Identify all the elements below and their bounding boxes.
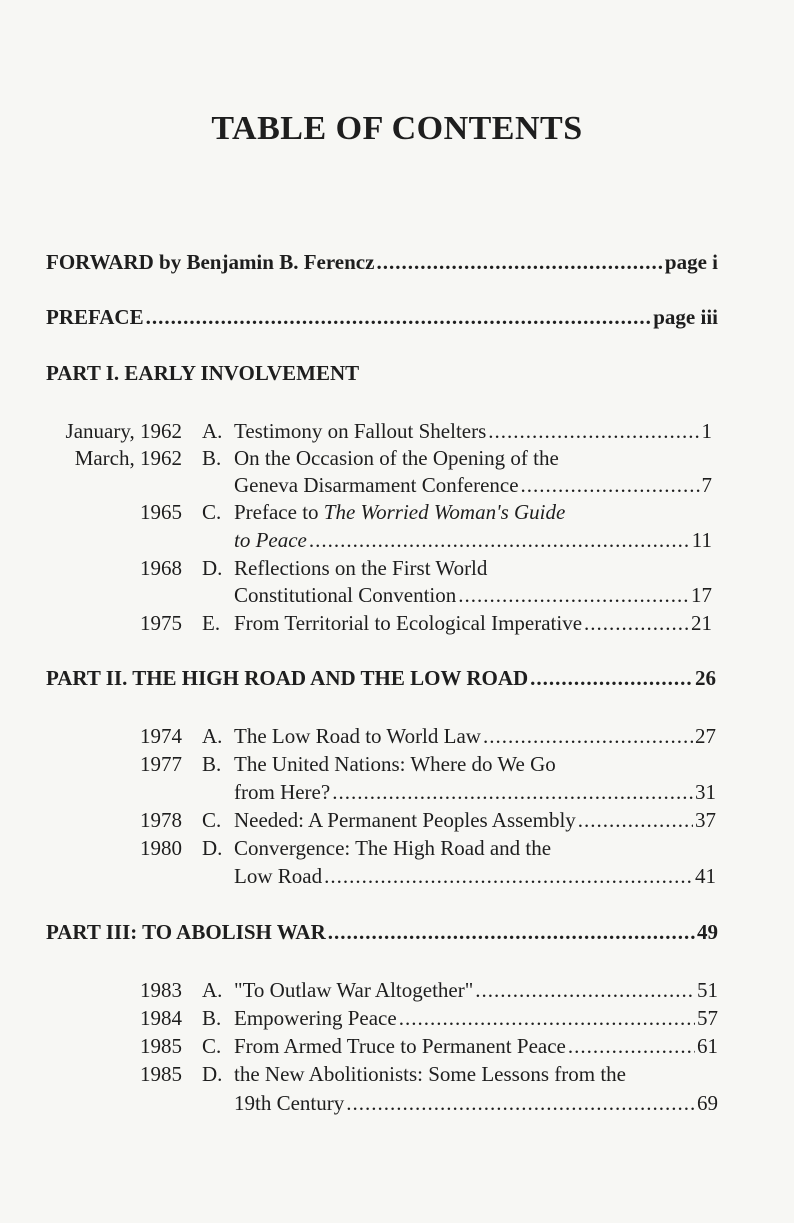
entry-title: Convergence: The High Road and the <box>234 836 552 860</box>
entry-title-cont: 19th Century <box>234 1091 345 1115</box>
toc-entry <box>234 724 716 749</box>
toc-entry <box>234 808 716 833</box>
part-heading: PART I. EARLY INVOLVEMENT <box>46 361 360 385</box>
entry-date: 1977 <box>140 752 182 776</box>
entry-title-cont: from Here? <box>234 780 331 804</box>
toc-entry <box>234 978 718 1003</box>
part-heading <box>46 920 718 945</box>
entry-letter: A. <box>202 724 223 748</box>
entry-title: "To Outlaw War Altogether" <box>234 978 474 1002</box>
page-number: 31 <box>695 780 716 804</box>
leader-dots <box>488 419 699 444</box>
entry-letter: A. <box>202 419 223 443</box>
toc-entry-forward <box>46 250 718 275</box>
entry-date: 1983 <box>140 978 182 1002</box>
part-heading <box>46 666 716 691</box>
entry-date: 1980 <box>140 836 182 860</box>
entry-title: From Armed Truce to Permanent Peace <box>234 1034 566 1058</box>
entry-letter: C. <box>202 1034 222 1058</box>
part-title: PART II. THE HIGH ROAD AND THE LOW ROAD <box>46 666 529 690</box>
page-number: 7 <box>701 473 712 497</box>
entry-letter: D. <box>202 556 223 580</box>
leader-dots <box>568 1034 695 1059</box>
page-number: 27 <box>695 724 716 748</box>
toc-entry <box>234 583 712 608</box>
entry-title: Reflections on the First World <box>234 556 488 580</box>
entry-title: On the Occasion of the Opening of the <box>234 446 559 470</box>
entry-title-cont: Geneva Disarmament Conference <box>234 473 519 497</box>
part-title: PART III: TO ABOLISH WAR <box>46 920 326 944</box>
entry-title-cont: to Peace <box>234 528 307 552</box>
toc-entry <box>234 528 712 553</box>
toc-entry-preface <box>46 305 718 330</box>
leader-dots <box>309 528 690 553</box>
entry-title: Empowering Peace <box>234 1006 397 1030</box>
entry-title: Testimony on Fallout Shelters <box>234 419 487 443</box>
toc-entry <box>234 864 716 889</box>
entry-date: 1985 <box>140 1062 182 1086</box>
page-number: 57 <box>697 1006 718 1030</box>
toc-entry <box>234 1006 718 1031</box>
page-number: 51 <box>697 978 718 1002</box>
entry-title-prefix: Preface to <box>234 500 324 524</box>
entry-title: The United Nations: Where do We Go <box>234 752 556 776</box>
entry-date: 1985 <box>140 1034 182 1058</box>
page-number: 37 <box>695 808 716 832</box>
page-number: 17 <box>691 583 712 607</box>
page-number: 21 <box>691 611 712 635</box>
leader-dots <box>530 666 693 691</box>
entry-date: 1965 <box>140 500 182 524</box>
page-number: 11 <box>691 528 712 552</box>
entry-title: Needed: A Permanent Peoples Assembly <box>234 808 576 832</box>
page-number: page iii <box>653 305 718 329</box>
entry-letter: D. <box>202 1062 223 1086</box>
entry-letter: E. <box>202 611 221 635</box>
entry-date: 1974 <box>140 724 182 748</box>
page-number: 41 <box>695 864 716 888</box>
entry-date: 1978 <box>140 808 182 832</box>
page-number: 61 <box>697 1034 718 1058</box>
page-number: 26 <box>695 666 716 690</box>
leader-dots <box>521 473 700 498</box>
entry-date: 1975 <box>140 611 182 635</box>
entry-letter: B. <box>202 446 222 470</box>
entry-title: From Territorial to Ecological Imperative <box>234 611 583 635</box>
leader-dots <box>328 920 695 945</box>
entry-title: PREFACE <box>46 305 144 329</box>
entry-letter: C. <box>202 808 222 832</box>
entry-letter: B. <box>202 1006 222 1030</box>
entry-letter: B. <box>202 752 222 776</box>
leader-dots <box>475 978 695 1003</box>
page-number: 69 <box>697 1091 718 1115</box>
entry-letter: C. <box>202 500 222 524</box>
entry-date: March, 1962 <box>74 446 182 470</box>
entry-date: January, 1962 <box>65 419 182 443</box>
toc-entry <box>234 473 712 498</box>
toc-entry <box>234 419 712 444</box>
page-title: TABLE OF CONTENTS <box>211 110 583 147</box>
entry-title-cont: Low Road <box>234 864 323 888</box>
toc-entry <box>234 1091 718 1116</box>
page-number: 1 <box>701 419 712 443</box>
entry-letter: D. <box>202 836 223 860</box>
leader-dots <box>346 1091 695 1116</box>
entry-title: FORWARD by Benjamin B. Ferencz <box>46 250 375 274</box>
page-number: page i <box>664 250 718 274</box>
leader-dots <box>458 583 689 608</box>
toc-entry <box>234 780 716 805</box>
leader-dots <box>578 808 693 833</box>
entry-title-cont: Constitutional Convention <box>234 583 457 607</box>
entry-date: 1984 <box>140 1006 182 1030</box>
entry-letter: A. <box>202 978 223 1002</box>
entry-date: 1968 <box>140 556 182 580</box>
leader-dots <box>146 305 652 330</box>
entry-title: the New Abolitionists: Some Lessons from the <box>234 1062 626 1086</box>
leader-dots <box>332 780 693 805</box>
entry-title: The Low Road to World Law <box>234 724 481 748</box>
leader-dots <box>324 864 693 889</box>
toc-entry <box>234 611 712 636</box>
leader-dots <box>483 724 693 749</box>
entry-title <box>234 500 565 525</box>
page-number: 49 <box>697 920 718 944</box>
book-title: The Worried Woman's Guide <box>323 500 566 524</box>
leader-dots <box>584 611 689 636</box>
toc-entry <box>234 1034 718 1059</box>
leader-dots <box>376 250 662 275</box>
leader-dots <box>399 1006 695 1031</box>
